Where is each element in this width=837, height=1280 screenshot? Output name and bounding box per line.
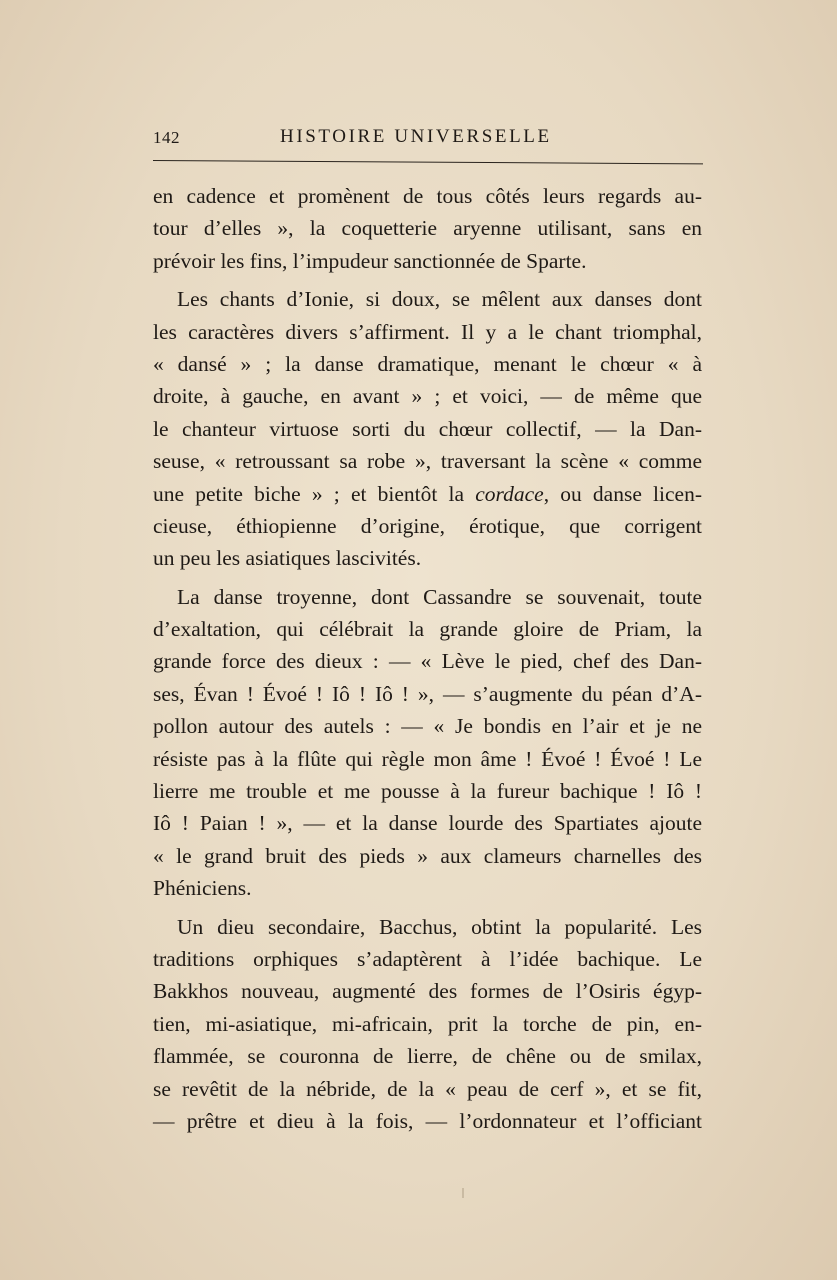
header-rule (153, 160, 703, 164)
text-line: le chanteur virtuose sorti du chœur collectif, — la Dan- (153, 416, 702, 441)
text-line: Iô ! Paian ! », — et la danse lourde des Spartiates ajoute (153, 811, 702, 836)
paper-mark (462, 1188, 464, 1198)
text-line: les caractères divers s’affirment. Il y a le chant triomphal, (153, 319, 702, 344)
body-text (153, 180, 702, 1143)
text-line: traditions orphiques s’adaptèrent à l’idée bachique. Le (153, 946, 702, 971)
text-line: « dansé » ; la danse dramatique, menant le chœur « à (153, 351, 702, 376)
text-line: La danse troyenne, dont Cassandre se souvenait, toute (177, 584, 702, 609)
text-line: résiste pas à la flûte qui règle mon âme ! Évoé ! Évoé ! Le (153, 746, 702, 771)
text-line: pollon autour des autels : — « Je bondis en l’air et je ne (153, 714, 702, 739)
text-line: Un dieu secondaire, Bacchus, obtint la popularité. Les (177, 914, 702, 939)
text-line: un peu les asiatiques lascivités. (153, 546, 422, 571)
text-line: — prêtre et dieu à la fois, — l’ordonnateur et l’officiant (153, 1108, 702, 1133)
running-title: HISTOIRE UNIVERSELLE (280, 126, 552, 147)
paragraph (153, 911, 702, 1138)
text-line: Bakkhos nouveau, augmenté des formes de l’Osiris égyp- (153, 979, 702, 1004)
paragraph (153, 581, 702, 905)
text-line: « le grand bruit des pieds » aux clameurs charnelles des (153, 843, 702, 868)
text-line: seuse, « retroussant sa robe », traversant la scène « comme (153, 449, 702, 474)
text-line: grande force des dieux : — « Lève le pied, chef des Dan- (153, 649, 702, 674)
text-line: d’exaltation, qui célébrait la grande gloire de Priam, la (153, 617, 702, 642)
text-line-with-italic: une petite biche » ; et bientôt la cordace, ou danse licen- (153, 481, 703, 506)
text-line: flammée, se couronna de lierre, de chêne ou de smilax, (153, 1044, 702, 1069)
page-number: 142 (153, 128, 180, 147)
paragraph (153, 180, 702, 277)
text-line: prévoir les fins, l’impudeur sanctionnée de Sparte. (153, 248, 587, 273)
text-line: lierre me trouble et me pousse à la fureur bachique ! Iô ! (153, 779, 702, 804)
paragraph (153, 283, 702, 575)
text-line: droite, à gauche, en avant » ; et voici, — de même que (153, 384, 702, 409)
italic-term-cordace: cordace (475, 481, 544, 506)
text-line: ses, Évan ! Évoé ! Iô ! Iô ! », — s’augmente du péan d’A- (153, 681, 702, 706)
text-line: se revêtit de la nébride, de la « peau de cerf », et se fit, (153, 1076, 702, 1101)
text-line: tour d’elles », la coquetterie aryenne utilisant, sans en (153, 216, 702, 241)
text-line: cieuse, éthiopienne d’origine, érotique, que corrigent (153, 513, 702, 538)
text-line: Phéniciens. (153, 876, 252, 901)
text-line: Les chants d’Ionie, si doux, se mêlent aux danses dont (177, 287, 702, 312)
text-line: en cadence et promènent de tous côtés leurs regards au- (153, 184, 702, 208)
text-line: tien, mi-asiatique, mi-africain, prit la torche de pin, en- (153, 1011, 702, 1036)
running-head (153, 126, 703, 156)
